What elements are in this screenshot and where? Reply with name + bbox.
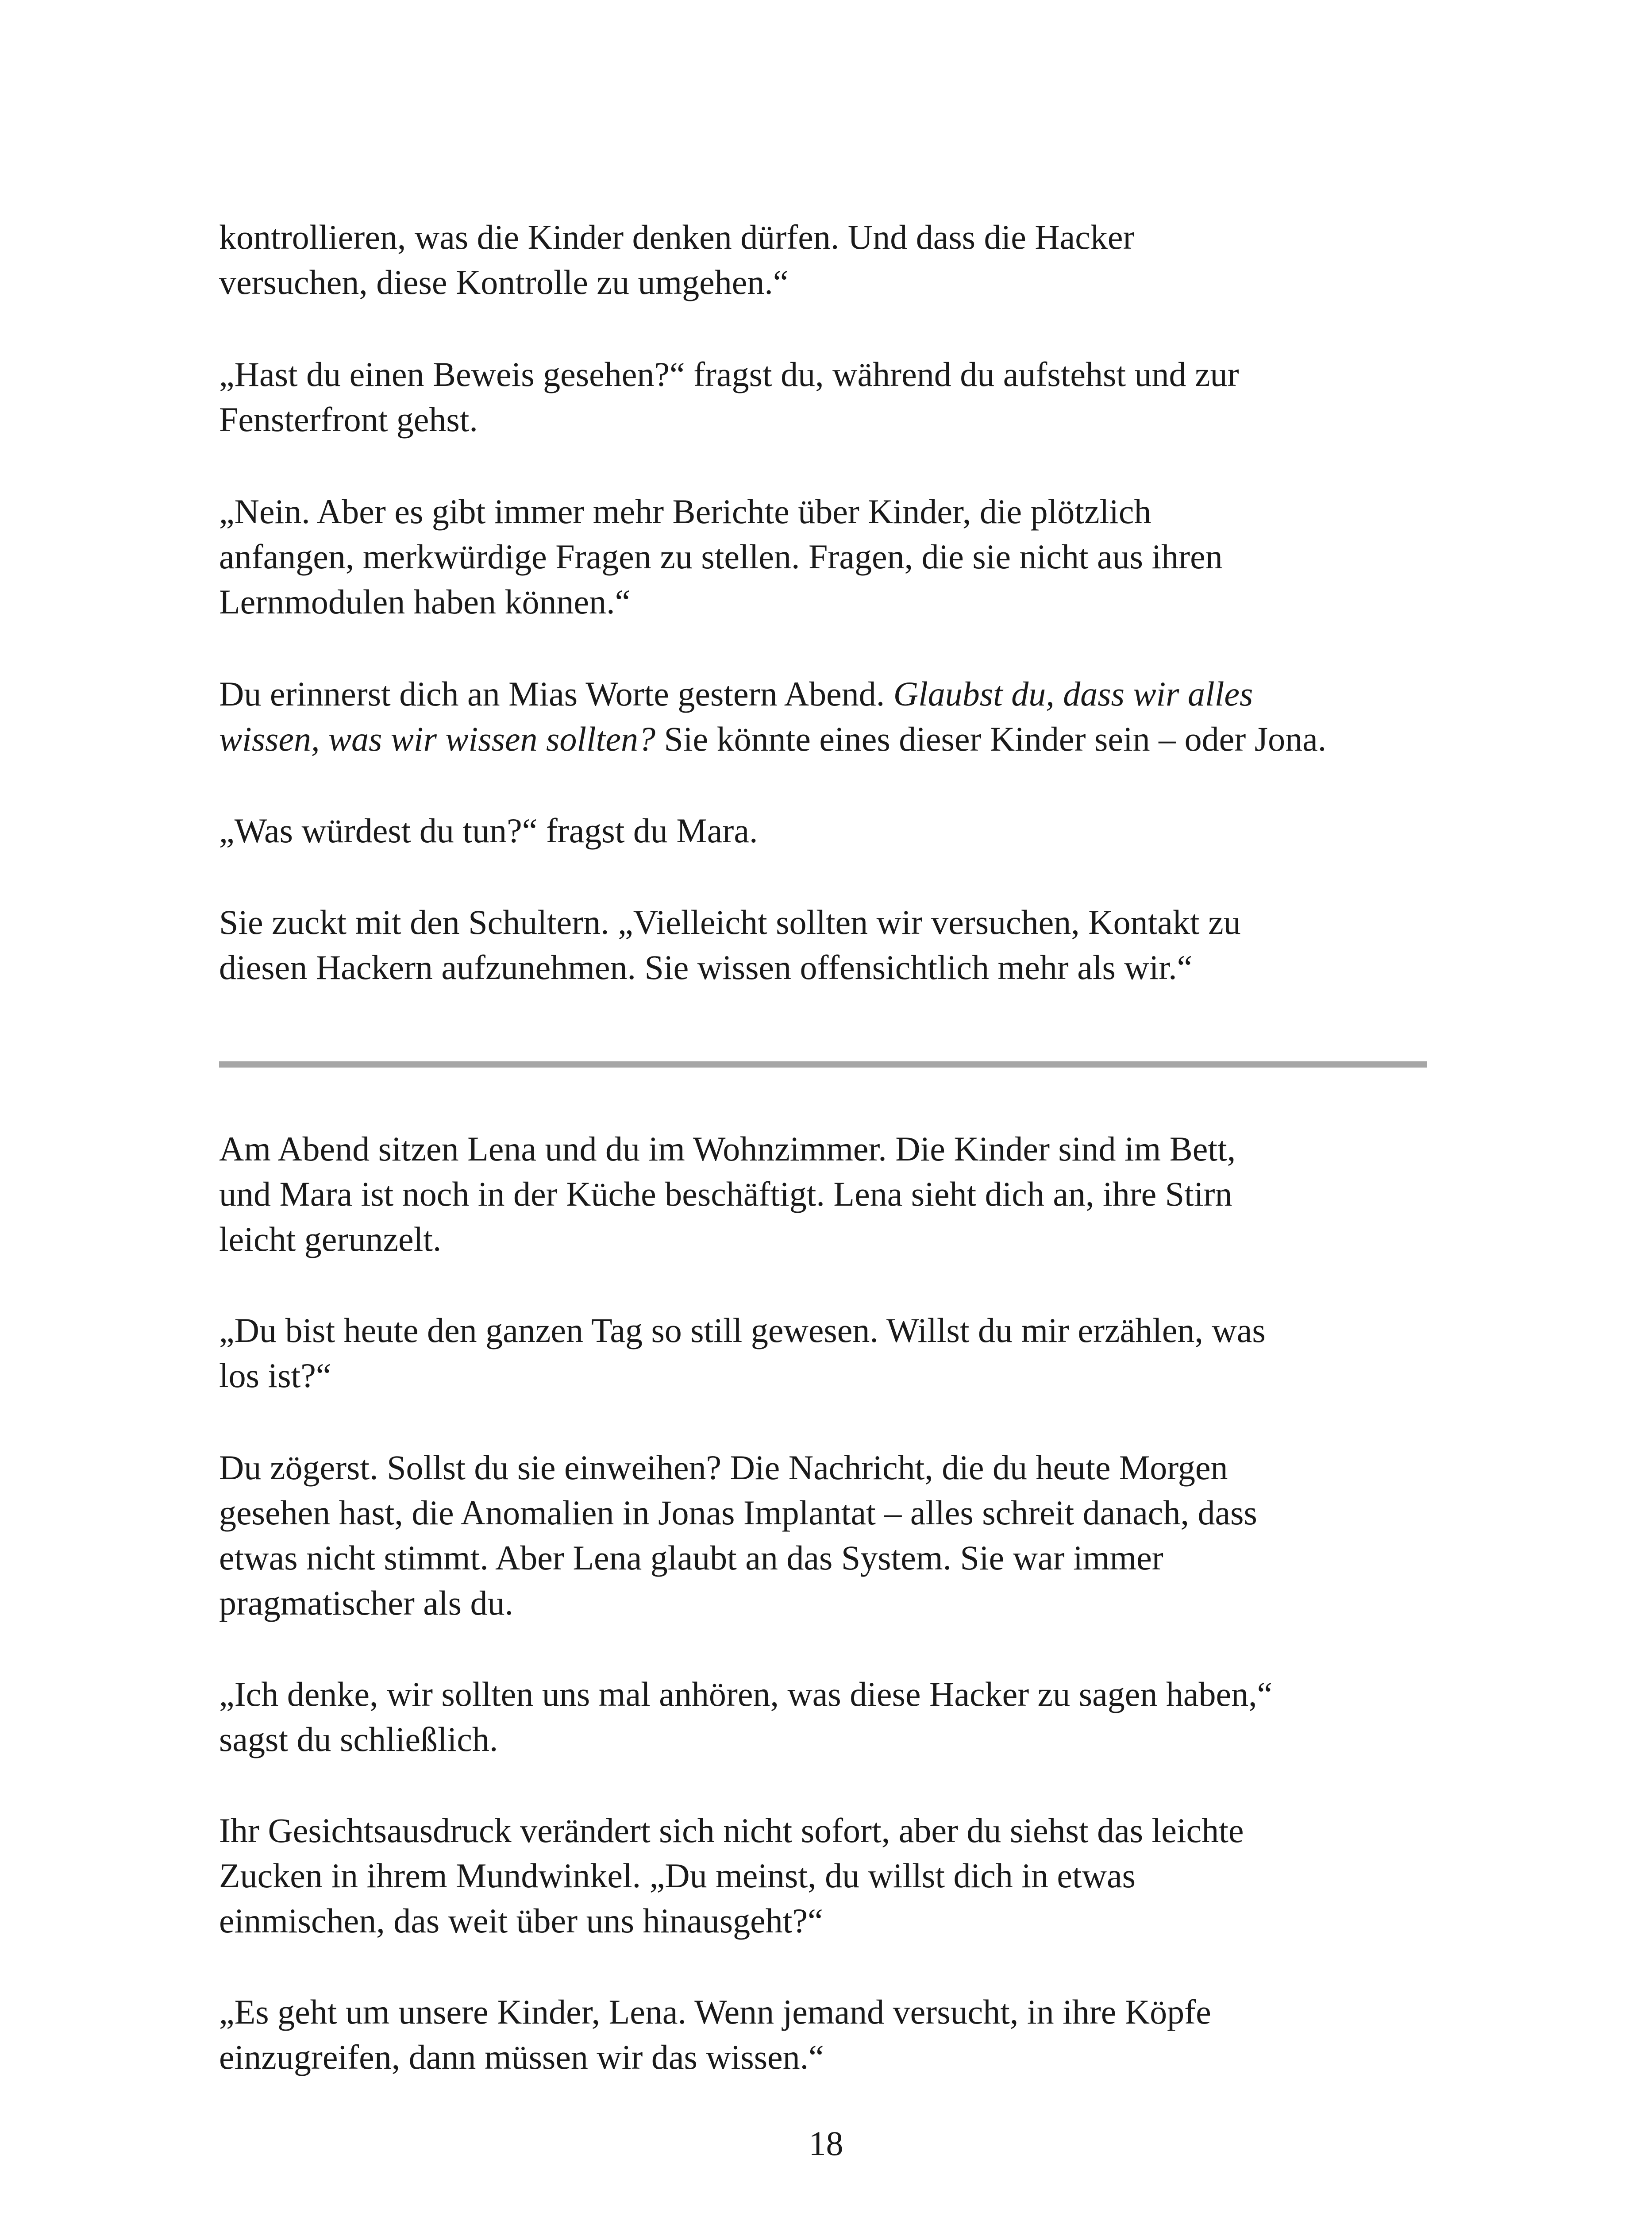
paragraph xyxy=(219,1445,1434,1626)
text-line: „Hast du einen Beweis gesehen?“ fragst du, während du aufstehst und zur xyxy=(219,355,1239,393)
text-line: Zucken in ihrem Mundwinkel. „Du meinst, du willst dich in etwas xyxy=(219,1856,1136,1895)
paragraph xyxy=(219,1308,1434,1398)
paragraph xyxy=(219,1126,1434,1262)
paragraph xyxy=(219,1989,1434,2080)
text-line xyxy=(219,717,1434,762)
italic-quote: wissen, was wir wissen sollten? xyxy=(219,720,655,758)
paragraph xyxy=(219,1808,1434,1943)
text-line: Du zögerst. Sollst du sie einweihen? Die Nachricht, die du heute Morgen xyxy=(219,1448,1228,1487)
text-line: „Was würdest du tun?“ fragst du Mara. xyxy=(219,811,758,850)
paragraph xyxy=(219,352,1434,442)
text-line: pragmatischer als du. xyxy=(219,1584,513,1622)
paragraph xyxy=(219,808,1434,853)
text-line: versuchen, diese Kontrolle zu umgehen.“ xyxy=(219,263,789,301)
text-line: Lernmodulen haben können.“ xyxy=(219,582,631,621)
text-line: leicht gerunzelt. xyxy=(219,1220,442,1258)
paragraph xyxy=(219,1672,1434,1762)
text-line: gesehen hast, die Anomalien in Jonas Implantat – alles schreit danach, dass xyxy=(219,1493,1257,1532)
italic-quote: Glaubst du, dass wir alles xyxy=(893,675,1253,713)
text-line: Fensterfront gehst. xyxy=(219,400,478,439)
plain-text: Du erinnerst dich an Mias Worte gestern Abend. xyxy=(219,675,893,713)
text-line: anfangen, merkwürdige Fragen zu stellen. Fragen, die sie nicht aus ihren xyxy=(219,537,1223,576)
page-number: 18 xyxy=(809,2124,843,2163)
paragraph xyxy=(219,900,1434,990)
text-line: Am Abend sitzen Lena und du im Wohnzimmer. Die Kinder sind im Bett, xyxy=(219,1130,1236,1168)
text-line: „Du bist heute den ganzen Tag so still gewesen. Willst du mir erzählen, was xyxy=(219,1311,1266,1349)
text-line: „Ich denke, wir sollten uns mal anhören, was diese Hacker zu sagen haben,“ xyxy=(219,1675,1273,1713)
text-line: sagst du schließlich. xyxy=(219,1720,498,1758)
text-line: Ihr Gesichtsausdruck verändert sich nicht sofort, aber du siehst das leichte xyxy=(219,1811,1244,1850)
text-line: etwas nicht stimmt. Aber Lena glaubt an das System. Sie war immer xyxy=(219,1538,1163,1577)
paragraph xyxy=(219,215,1434,305)
section-divider xyxy=(219,1061,1427,1068)
text-line: und Mara ist noch in der Küche beschäftigt. Lena sieht dich an, ihre Stirn xyxy=(219,1175,1232,1213)
text-line xyxy=(219,671,1434,717)
text-line: einmischen, das weit über uns hinausgeht?“ xyxy=(219,1901,823,1940)
paragraph xyxy=(219,489,1434,625)
text-line: kontrollieren, was die Kinder denken dürfen. Und dass die Hacker xyxy=(219,218,1135,256)
text-line: los ist?“ xyxy=(219,1356,331,1395)
text-line: Sie zuckt mit den Schultern. „Vielleicht sollten wir versuchen, Kontakt zu xyxy=(219,903,1241,941)
text-line: diesen Hackern aufzunehmen. Sie wissen offensichtlich mehr als wir.“ xyxy=(219,948,1193,987)
paragraph xyxy=(219,671,1434,762)
text-line: „Es geht um unsere Kinder, Lena. Wenn jemand versucht, in ihre Köpfe xyxy=(219,1993,1211,2031)
text-line: einzugreifen, dann müssen wir das wissen.“ xyxy=(219,2038,824,2076)
text-line: „Nein. Aber es gibt immer mehr Berichte über Kinder, die plötzlich xyxy=(219,492,1151,531)
plain-text: Sie könnte eines dieser Kinder sein – oder Jona. xyxy=(655,720,1327,758)
